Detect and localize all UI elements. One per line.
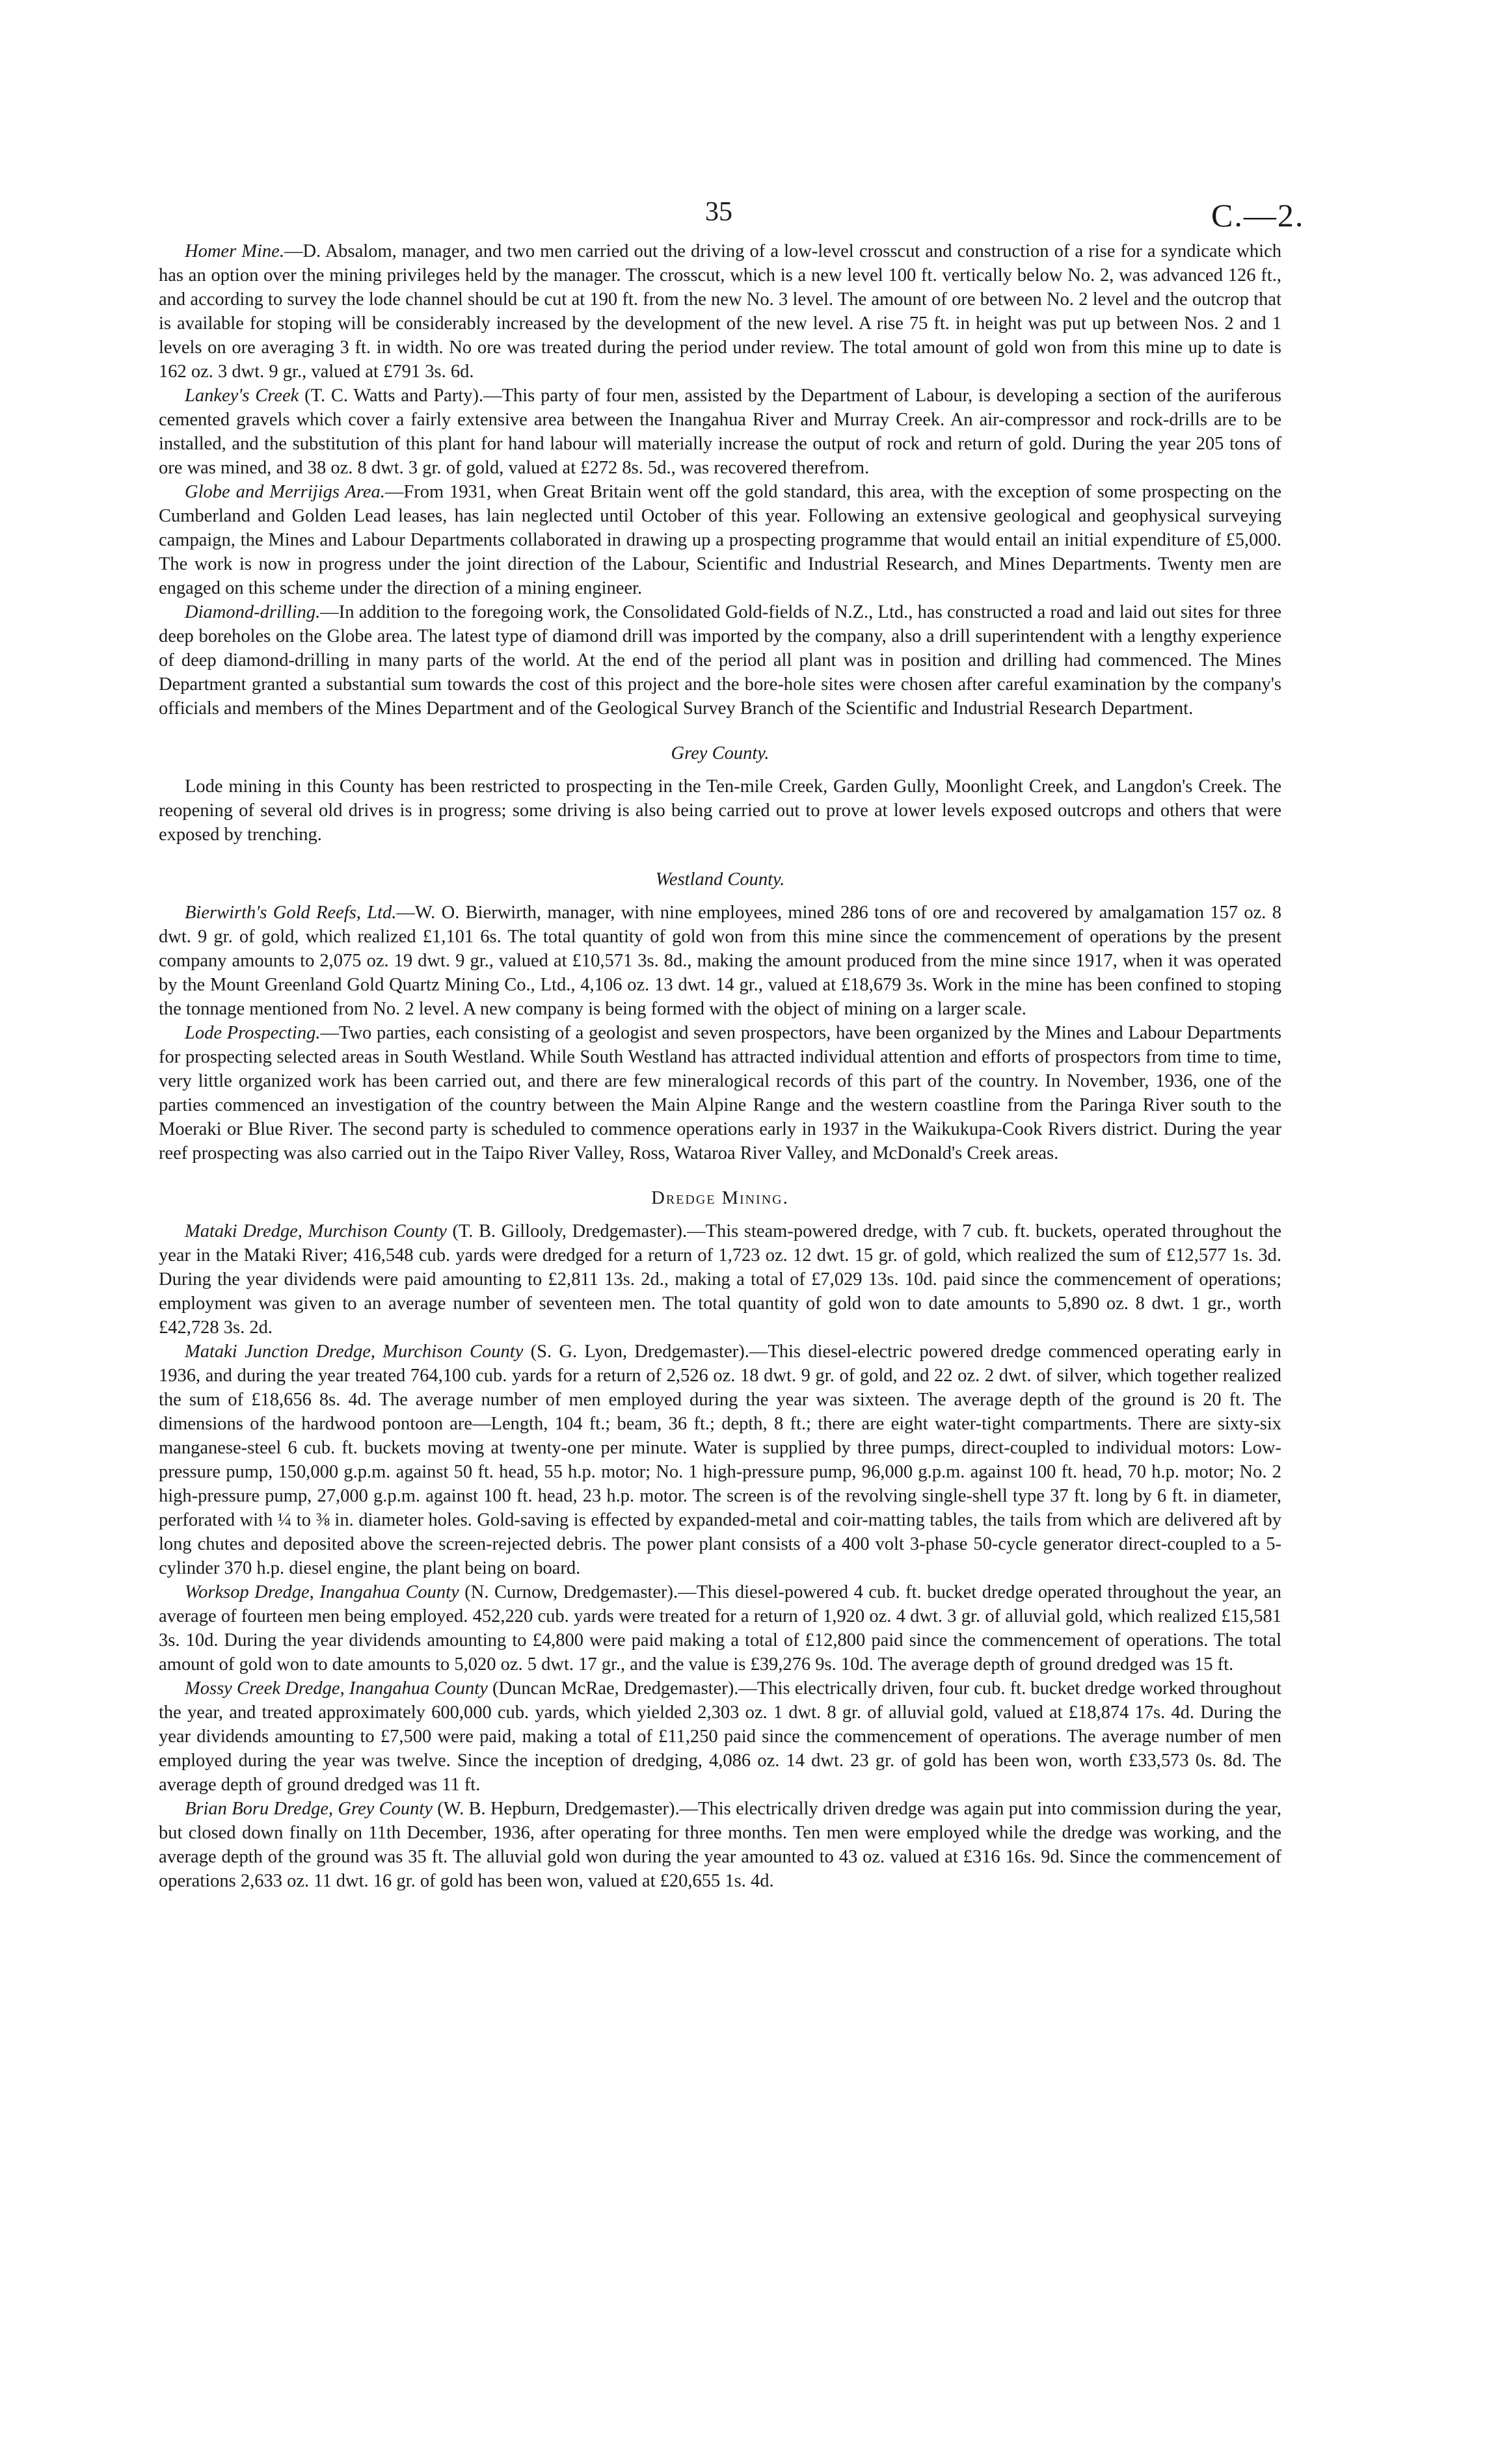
page-body bbox=[159, 239, 1281, 1893]
paragraph-homer-mine bbox=[159, 239, 1281, 384]
paragraph-lead: Lode Prospecting. bbox=[185, 1023, 321, 1043]
paragraph-worksop-dredge bbox=[159, 1580, 1281, 1676]
paragraph-text: —In addition to the foregoing work, the Consolidated Gold-fields of N.Z., Ltd., has constructed a road and laid out sites for three deep boreholes on the Globe area. The latest type of diamond drill was imported by the company, also a drill superintendent with a lengthy experience of deep diamond-drilling in many parts of the world. At the end of the period all plant was in position and drilling had commenced. The Mines Department granted a substantial sum towards the cost of this project and the bore-hole sites were chosen after careful examination by the company's officials and members of the Mines Department and of the Geological Survey Branch of the Scientific and Industrial Research Department. bbox=[159, 602, 1281, 719]
paragraph-brian-boru-dredge bbox=[159, 1797, 1281, 1893]
paragraph-text: —From 1931, when Great Britain went off the gold standard, this area, with the exception of some prospecting on the Cumberland and Golden Lead leases, has lain neglected until October of this year. Following an extensive geological and geophysical surveying campaign, the Mines and Labour Departments collaborated in drawing up a prospecting programme that would entail an initial expenditure of £5,000. The work is now in progress under the joint direction of the Labour, Scientific and Industrial Research, and Mines Departments. Twenty men are engaged on this scheme under the direction of a mining engineer. bbox=[159, 482, 1281, 598]
paragraph-lead: Mataki Junction Dredge, Murchison County bbox=[185, 1342, 524, 1362]
heading-westland-county: Westland County. bbox=[655, 869, 785, 890]
paragraph-lead: Homer Mine. bbox=[185, 241, 284, 261]
paragraph-lead: Lankey's Creek bbox=[185, 386, 299, 406]
paragraph-mataki-dredge bbox=[159, 1219, 1281, 1340]
page-number: 35 bbox=[705, 197, 732, 227]
heading-dredge-mining: Dredge Mining. bbox=[651, 1188, 789, 1208]
paragraph-text: (Duncan McRae, Dredgemaster).—This electrically driven, four cub. ft. bucket dredge worked throughout the year, and treated approximately 600,000 cub. yards, which yielded 2,303 oz. 1 dwt. 8 gr. of alluvial gold, valued at £18,874 17s. 4d. During the year dividends amounting to £7,500 were paid, making a total of £11,250 paid since the commencement of operations. The average number of men employed during the year was twelve. Since the inception of dredging, 4,086 oz. 14 dwt. 23 gr. of gold has been won, worth £33,573 0s. 8d. The average depth of ground dredged was 11 ft. bbox=[159, 1678, 1282, 1795]
paragraph-lankeys-creek bbox=[159, 384, 1281, 480]
paragraph-text: —D. Absalom, manager, and two men carried out the driving of a low-level crosscut and construction of a rise for a syndicate which has an option over the mining privileges held by the manager. The crosscut, which is a new level 100 ft. vertically below No. 2, was advanced 126 ft., and according to survey the lode channel should be cut at 190 ft. from the new No. 3 level. The amount of ore between No. 2 level and the outcrop that is available for stoping will be considerably increased by the development of the new level. A rise 75 ft. in height was put up between Nos. 2 and 1 levels on ore averaging 3 ft. in width. No ore was treated during the period under review. The total amount of gold won from this mine up to date is 162 oz. 3 dwt. 9 gr., valued at £791 3s. 6d. bbox=[159, 241, 1281, 382]
paragraph-lead: Worksop Dredge, Inangahua County bbox=[185, 1582, 459, 1602]
paragraph-text: (T. B. Gillooly, Dredgemaster).—This steam-powered dredge, with 7 cub. ft. buckets, operated throughout the year in the Mataki River; 416,548 cub. yards were dredged for a return of 1,723 oz. 12 dwt. 15 gr. of gold, which realized the sum of £12,577 1s. 3d. During the year dividends were paid amounting to £2,811 13s. 2d., making a total of £7,029 13s. 10d. paid since the commencement of operations; employment was given to an average number of seventeen men. The total quantity of gold won to date amounts to 5,890 oz. 8 dwt. 1 gr., worth £42,728 3s. 2d. bbox=[159, 1221, 1281, 1338]
paragraph-mossy-creek-dredge bbox=[159, 1676, 1281, 1797]
paragraph-bierwirth bbox=[159, 901, 1281, 1021]
paragraph-lead: Mataki Dredge, Murchison County bbox=[185, 1221, 447, 1241]
page-header bbox=[0, 196, 1500, 235]
paragraph-lead: Brian Boru Dredge, Grey County bbox=[185, 1799, 433, 1819]
paragraph-globe-merrijigs bbox=[159, 480, 1281, 600]
document-reference: C.—2. bbox=[1211, 197, 1305, 233]
paragraph-text: (T. C. Watts and Party).—This party of four men, assisted by the Department of Labour, is developing a section of the auriferous cemented gravels which cover a fairly extensive area between the Inangahua River and Murray Creek. An air-compressor and rock-drills are to be installed, and the substitution of this plant for hand labour will materially increase the output of rock and return of gold. During the year 205 tons of ore was mined, and 38 oz. 8 dwt. 3 gr. of gold, valued at £272 8s. 5d., was recovered therefrom. bbox=[159, 386, 1281, 478]
paragraph-text: —Two parties, each consisting of a geologist and seven prospectors, have been organized by the Mines and Labour Departments for prospecting selected areas in South Westland. While South Westland has attracted individual attention and efforts of prospectors from time to time, very little organized work has been carried out, and there are few mineralogical records of this part of the country. In November, 1936, one of the parties commenced an investigation of the country between the Main Alpine Range and the western coastline from the Paringa River south to the Moeraki or Blue River. The second party is scheduled to commence operations early in 1937 in the Waikukupa-Cook Rivers district. During the year reef prospecting was also carried out in the Taipo River Valley, Ross, Wataroa River Valley, and McDonald's Creek areas. bbox=[159, 1023, 1282, 1163]
paragraph-grey-county: Lode mining in this County has been restricted to prospecting in the Ten-mile Creek, Garden Gully, Moonlight Creek, and Langdon's Creek. The reopening of several old drives is in progress; some driving is also being carried out to prove at lower levels exposed outcrops and others that were exposed by trenching. bbox=[159, 776, 1281, 845]
paragraph-lode-prospecting bbox=[159, 1021, 1281, 1165]
paragraph-lead: Bierwirth's Gold Reefs, Ltd. bbox=[185, 903, 397, 923]
paragraph-mataki-junction-dredge bbox=[159, 1340, 1281, 1580]
paragraph-text: (W. B. Hepburn, Dredgemaster).—This electrically driven dredge was again put into commission during the year, but closed down finally on 11th December, 1936, after operating for three months. Ten men were employed while the dredge was working, and the average depth of the ground was 35 ft. The alluvial gold won during the year amounted to 43 oz. valued at £316 16s. 9d. Since the commencement of operations 2,633 oz. 11 dwt. 16 gr. of gold has been won, valued at £20,655 1s. 4d. bbox=[159, 1799, 1282, 1891]
paragraph-diamond-drilling bbox=[159, 600, 1281, 721]
paragraph-text: —W. O. Bierwirth, manager, with nine employees, mined 286 tons of ore and recovered by amalgamation 157 oz. 8 dwt. 9 gr. of gold, which realized £1,101 6s. The total quantity of gold won from this mine since the commencement of operations by the present company amounts to 2,075 oz. 19 dwt. 9 gr., valued at £10,571 3s. 8d., making the amount produced from the mine since 1917, when it was operated by the Mount Greenland Gold Quartz Mining Co., Ltd., 4,106 oz. 13 dwt. 14 gr., valued at £18,679 3s. Work in the mine has been confined to stoping the tonnage mentioned from No. 2 level. A new company is being formed with the object of mining on a larger scale. bbox=[159, 903, 1281, 1019]
paragraph-text: (S. G. Lyon, Dredgemaster).—This diesel-electric powered dredge commenced operating early in 1936, and during the year treated 764,100 cub. yards for a return of 2,526 oz. 18 dwt. 9 gr. of gold, and 22 oz. 2 dwt. of silver, which together realized the sum of £18,656 8s. 4d. The average number of men employed during the year was sixteen. The average depth of the ground is 20 ft. The dimensions of the hardwood pontoon are—Length, 104 ft.; beam, 36 ft.; depth, 8 ft.; there are eight water-tight compartments. There are sixty-six manganese-steel 6 cub. ft. buckets moving at twenty-one per minute. Water is supplied by three pumps, direct-coupled to individual motors: Low-pressure pump, 150,000 g.p.m. against 50 ft. head, 55 h.p. motor; No. 1 high-pressure pump, 96,000 g.p.m. against 100 ft. head, 70 h.p. motor; No. 2 high-pressure pump, 27,000 g.p.m. against 100 ft. head, 23 h.p. motor. The screen is of the revolving single-shell type 37 ft. long by 6 ft. in diameter, perforated with ¼ to ⅜ in. diameter holes. Gold-saving is effected by expanded-metal and coir-matting tables, the tails from which are delivered aft by long chutes and deposited above the screen-rejected debris. The power plant consists of a 400 volt 3-phase 50-cycle generator direct-coupled to a 5-cylinder 370 h.p. diesel engine, the plant being on board. bbox=[159, 1342, 1281, 1578]
paragraph-lead: Globe and Merrijigs Area. bbox=[185, 482, 385, 502]
heading-grey-county: Grey County. bbox=[671, 743, 770, 763]
paragraph-text: (N. Curnow, Dredgemaster).—This diesel-powered 4 cub. ft. bucket dredge operated throughout the year, an average of fourteen men being employed. 452,220 cub. yards were treated for a return of 1,920 oz. 4 dwt. 3 gr. of alluvial gold, which realized £15,581 3s. 10d. During the year dividends amounting to £4,800 were paid making a total of £12,800 paid since the commencement of operations. The total amount of gold won to date amounts to 5,020 oz. 5 dwt. 17 gr., and the value is £39,276 9s. 10d. The average depth of ground dredged was 15 ft. bbox=[159, 1582, 1281, 1675]
paragraph-lead: Mossy Creek Dredge, Inangahua County bbox=[185, 1678, 488, 1699]
paragraph-lead: Diamond-drilling. bbox=[185, 602, 321, 622]
